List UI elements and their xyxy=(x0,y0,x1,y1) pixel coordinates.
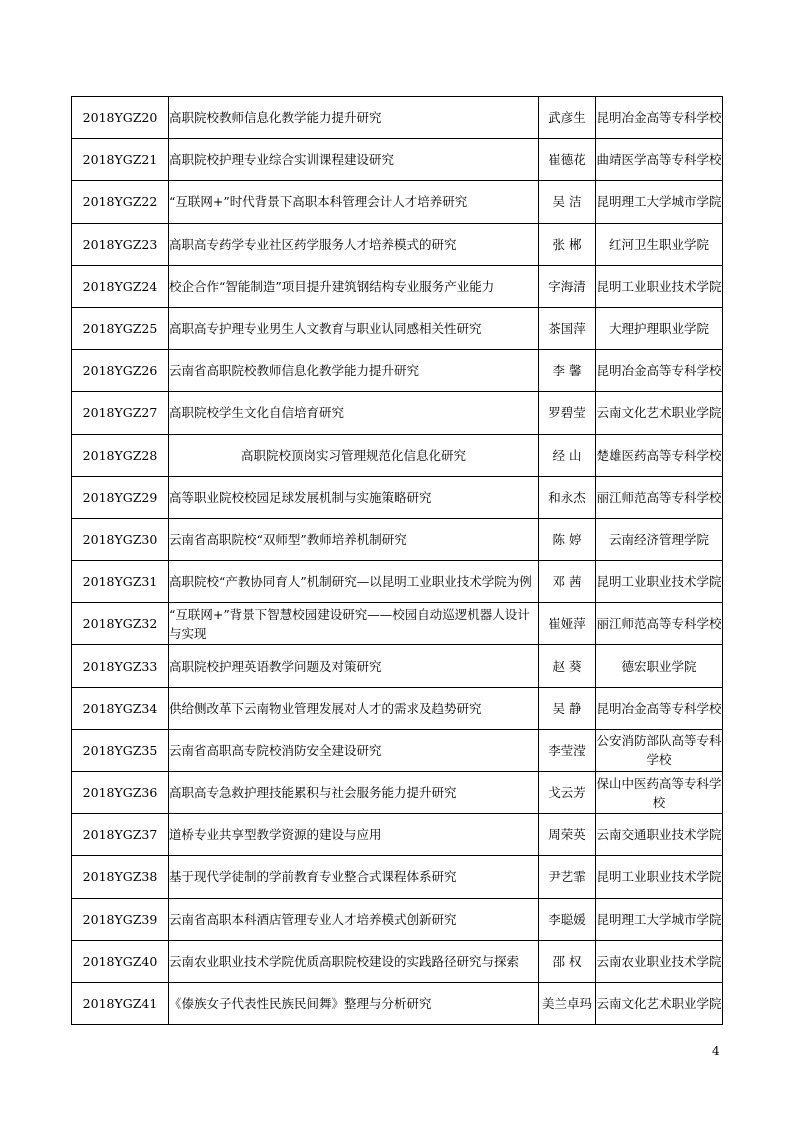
project-code-cell: 2018YGZ32 xyxy=(72,603,169,645)
project-title-cell: 高职院校教师信息化教学能力提升研究 xyxy=(169,97,539,139)
table-row xyxy=(72,814,723,856)
table-row xyxy=(72,350,723,392)
project-leader-cell: 茶国萍 xyxy=(539,307,596,349)
project-code-cell: 2018YGZ26 xyxy=(72,350,169,392)
project-title-cell: 高职院校学生文化自信培育研究 xyxy=(169,392,539,434)
project-leader-cell: 李 馨 xyxy=(539,350,596,392)
table-row xyxy=(72,181,723,223)
table-row xyxy=(72,434,723,476)
project-code-cell: 2018YGZ20 xyxy=(72,97,169,139)
table-row xyxy=(72,518,723,560)
project-leader-cell: 张 郴 xyxy=(539,223,596,265)
school-name-cell: 云南文化艺术职业学院 xyxy=(596,392,723,434)
table-row xyxy=(72,687,723,729)
school-name-cell: 公安消防部队高等专科学校 xyxy=(596,729,723,771)
school-name-cell: 红河卫生职业学院 xyxy=(596,223,723,265)
project-title-cell: 云南省高职院校教师信息化教学能力提升研究 xyxy=(169,350,539,392)
table-body xyxy=(72,97,723,1025)
school-name-cell: 大理护理职业学院 xyxy=(596,307,723,349)
project-leader-cell: 和永杰 xyxy=(539,476,596,518)
school-name-cell: 丽江师范高等专科学校 xyxy=(596,603,723,645)
project-title-cell: 供给侧改革下云南物业管理发展对人才的需求及趋势研究 xyxy=(169,687,539,729)
project-leader-cell: 赵 葵 xyxy=(539,645,596,687)
project-title-cell: 道桥专业共享型教学资源的建设与应用 xyxy=(169,814,539,856)
project-code-cell: 2018YGZ35 xyxy=(72,729,169,771)
project-leader-cell: 尹艺霏 xyxy=(539,856,596,898)
school-name-cell: 昆明冶金高等专科学校 xyxy=(596,97,723,139)
project-code-cell: 2018YGZ22 xyxy=(72,181,169,223)
project-code-cell: 2018YGZ27 xyxy=(72,392,169,434)
school-name-cell: 云南文化艺术职业学院 xyxy=(596,982,723,1024)
project-title-cell: 基于现代学徒制的学前教育专业整合式课程体系研究 xyxy=(169,856,539,898)
project-code-cell: 2018YGZ30 xyxy=(72,518,169,560)
project-leader-cell: 武彦生 xyxy=(539,97,596,139)
project-title-cell: 云南省高职本科酒店管理专业人才培养模式创新研究 xyxy=(169,898,539,940)
table-row xyxy=(72,139,723,181)
project-title-cell: “互联网+”背景下智慧校园建设研究——校园自动巡逻机器人设计与实现 xyxy=(169,603,539,645)
project-code-cell: 2018YGZ39 xyxy=(72,898,169,940)
project-title-cell: “互联网+”时代背景下高职本科管理会计人才培养研究 xyxy=(169,181,539,223)
school-name-cell: 昆明冶金高等专科学校 xyxy=(596,687,723,729)
table-row xyxy=(72,476,723,518)
table-row xyxy=(72,729,723,771)
project-title-cell: 高职高专护理专业男生人文教育与职业认同感相关性研究 xyxy=(169,307,539,349)
school-name-cell: 昆明冶金高等专科学校 xyxy=(596,350,723,392)
project-title-cell: 高等职业院校校园足球发展机制与实施策略研究 xyxy=(169,476,539,518)
school-name-cell: 楚雄医药高等专科学校 xyxy=(596,434,723,476)
project-code-cell: 2018YGZ25 xyxy=(72,307,169,349)
project-leader-cell: 经 山 xyxy=(539,434,596,476)
project-code-cell: 2018YGZ33 xyxy=(72,645,169,687)
table-row xyxy=(72,265,723,307)
project-code-cell: 2018YGZ23 xyxy=(72,223,169,265)
school-name-cell: 云南经济管理学院 xyxy=(596,518,723,560)
school-name-cell: 云南农业职业技术学院 xyxy=(596,940,723,982)
table-row xyxy=(72,772,723,814)
school-name-cell: 德宏职业学院 xyxy=(596,645,723,687)
school-name-cell: 昆明理工大学城市学院 xyxy=(596,898,723,940)
project-leader-cell: 罗碧莹 xyxy=(539,392,596,434)
project-leader-cell: 李聪媛 xyxy=(539,898,596,940)
project-leader-cell: 美兰卓玛 xyxy=(539,982,596,1024)
school-name-cell: 保山中医药高等专科学校 xyxy=(596,772,723,814)
project-code-cell: 2018YGZ38 xyxy=(72,856,169,898)
project-title-cell: 高职院校护理专业综合实训课程建设研究 xyxy=(169,139,539,181)
project-leader-cell: 吴 洁 xyxy=(539,181,596,223)
project-title-cell: 云南省高职高专院校消防安全建设研究 xyxy=(169,729,539,771)
project-code-cell: 2018YGZ36 xyxy=(72,772,169,814)
project-title-cell: 高职高专药学专业社区药学服务人才培养模式的研究 xyxy=(169,223,539,265)
project-leader-cell: 李莹滢 xyxy=(539,729,596,771)
project-title-cell: 校企合作“智能制造”项目提升建筑钢结构专业服务产业能力 xyxy=(169,265,539,307)
project-code-cell: 2018YGZ41 xyxy=(72,982,169,1024)
project-leader-cell: 崔娅萍 xyxy=(539,603,596,645)
table-row xyxy=(72,856,723,898)
project-code-cell: 2018YGZ24 xyxy=(72,265,169,307)
project-title-cell: 云南农业职业技术学院优质高职院校建设的实践路径研究与探索 xyxy=(169,940,539,982)
project-leader-cell: 崔德花 xyxy=(539,139,596,181)
project-leader-cell: 邵 权 xyxy=(539,940,596,982)
table-row xyxy=(72,561,723,603)
school-name-cell: 昆明工业职业技术学院 xyxy=(596,856,723,898)
table-row xyxy=(72,645,723,687)
school-name-cell: 丽江师范高等专科学校 xyxy=(596,476,723,518)
project-leader-cell: 吴 静 xyxy=(539,687,596,729)
project-leader-cell: 戈云芳 xyxy=(539,772,596,814)
project-leader-cell: 陈 婷 xyxy=(539,518,596,560)
school-name-cell: 云南交通职业技术学院 xyxy=(596,814,723,856)
project-code-cell: 2018YGZ28 xyxy=(72,434,169,476)
table-row xyxy=(72,307,723,349)
project-code-cell: 2018YGZ37 xyxy=(72,814,169,856)
project-leader-cell: 邓 茜 xyxy=(539,561,596,603)
table-row xyxy=(72,223,723,265)
table-row xyxy=(72,603,723,645)
project-leader-cell: 字海清 xyxy=(539,265,596,307)
table-row xyxy=(72,898,723,940)
school-name-cell: 昆明工业职业技术学院 xyxy=(596,561,723,603)
project-title-cell: 高职高专急救护理技能累积与社会服务能力提升研究 xyxy=(169,772,539,814)
project-leader-cell: 周荣英 xyxy=(539,814,596,856)
project-code-cell: 2018YGZ31 xyxy=(72,561,169,603)
table-row xyxy=(72,982,723,1024)
project-title-cell: 《傣族女子代表性民族民间舞》整理与分析研究 xyxy=(169,982,539,1024)
project-code-cell: 2018YGZ21 xyxy=(72,139,169,181)
project-title-cell: 高职院校护理英语教学问题及对策研究 xyxy=(169,645,539,687)
project-code-cell: 2018YGZ29 xyxy=(72,476,169,518)
project-table xyxy=(71,96,723,1025)
school-name-cell: 曲靖医学高等专科学校 xyxy=(596,139,723,181)
project-code-cell: 2018YGZ40 xyxy=(72,940,169,982)
project-title-cell: 高职院校顶岗实习管理规范化信息化研究 xyxy=(169,434,539,476)
table-row xyxy=(72,940,723,982)
project-code-cell: 2018YGZ34 xyxy=(72,687,169,729)
school-name-cell: 昆明工业职业技术学院 xyxy=(596,265,723,307)
page-number: 4 xyxy=(712,1044,720,1058)
table-row xyxy=(72,392,723,434)
project-title-cell: 云南省高职院校“双师型”教师培养机制研究 xyxy=(169,518,539,560)
table-row xyxy=(72,97,723,139)
school-name-cell: 昆明理工大学城市学院 xyxy=(596,181,723,223)
project-title-cell: 高职院校“产教协同育人”机制研究—以昆明工业职业技术学院为例 xyxy=(169,561,539,603)
